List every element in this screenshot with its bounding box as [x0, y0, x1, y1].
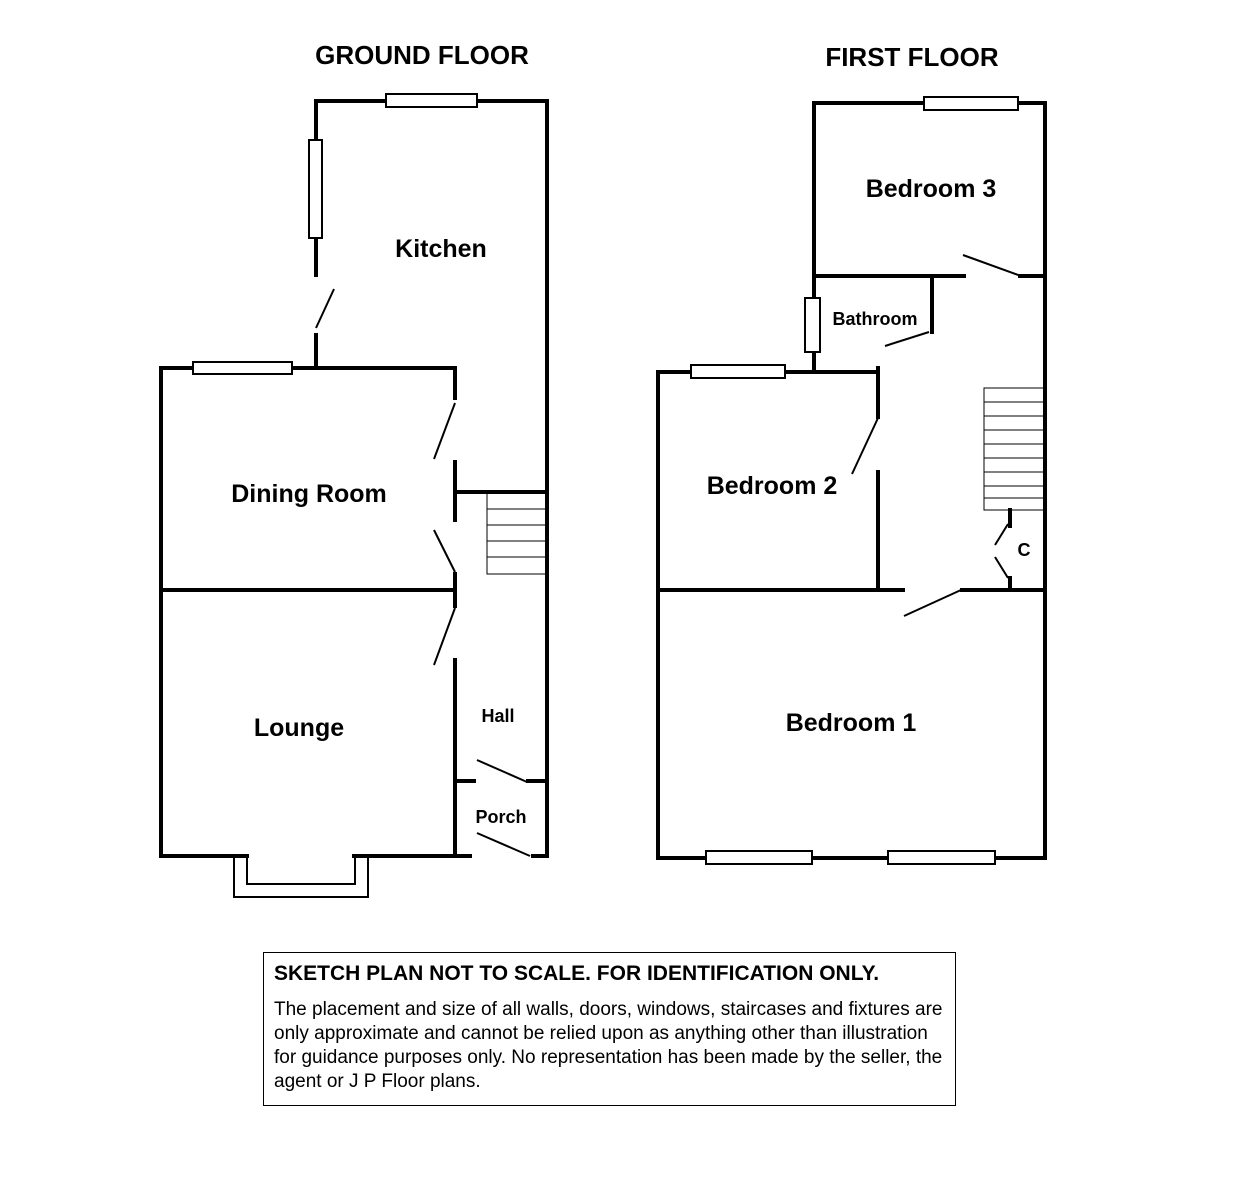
bathroom-window — [805, 298, 820, 352]
kitchen-window-left — [309, 140, 322, 238]
kitchen-window-top — [386, 94, 477, 107]
bedroom-1-window-right — [888, 851, 995, 864]
bedroom-2-window — [691, 365, 785, 378]
first-floor-title: FIRST FLOOR — [825, 42, 999, 72]
dining-room-window — [193, 362, 292, 374]
room-label-porch: Porch — [475, 807, 527, 827]
bedroom-2-door — [852, 418, 878, 474]
disclaimer-body: The placement and size of all walls, doors, windows, staircases and fixtures are only approximate and cannot be relied upon as anything other than illustration for guidance purposes only. No representation has been made by the seller, the agent or J P Floor plans. — [274, 999, 943, 1092]
bedroom-3-door — [963, 255, 1021, 276]
room-label-lounge: Lounge — [253, 714, 345, 742]
first-floor-staircase — [984, 388, 1045, 510]
front-door — [477, 833, 530, 856]
room-label-bedroom-3: Bedroom 3 — [865, 175, 997, 203]
bedroom-1-door — [904, 590, 961, 616]
disclaimer-title: SKETCH PLAN NOT TO SCALE. FOR IDENTIFICATION ONLY. — [274, 962, 880, 985]
bedroom-1-window-left — [706, 851, 812, 864]
room-label-bedroom-2: Bedroom 2 — [706, 472, 838, 500]
room-label-bathroom: Bathroom — [832, 309, 918, 329]
lounge-bay-window — [234, 856, 368, 897]
ground-staircase — [487, 492, 547, 574]
bedroom-3-window — [924, 97, 1018, 110]
ground-floor-title: GROUND FLOOR — [315, 40, 529, 70]
cupboard-door-lower — [995, 557, 1008, 578]
cupboard-door-upper — [995, 524, 1008, 545]
kitchen-back-door — [316, 289, 334, 328]
room-label-hall: Hall — [481, 706, 515, 726]
bathroom-door — [885, 332, 929, 346]
room-label-kitchen: Kitchen — [395, 235, 487, 263]
first-floor-plan — [658, 42, 1045, 864]
room-label-bedroom-1: Bedroom 1 — [785, 709, 917, 737]
dining-hall-door — [434, 530, 455, 572]
ground-floor-plan — [161, 40, 547, 897]
kitchen-dining-door — [434, 403, 455, 459]
lounge-walls — [161, 660, 470, 856]
hall-porch-door — [477, 760, 527, 782]
kitchen-walls — [316, 101, 547, 856]
lounge-hall-door — [434, 608, 455, 665]
disclaimer-box — [263, 952, 956, 1106]
dining-room-walls — [161, 368, 455, 856]
room-label-cupboard: C — [1017, 540, 1031, 560]
room-label-dining-room: Dining Room — [231, 480, 387, 508]
